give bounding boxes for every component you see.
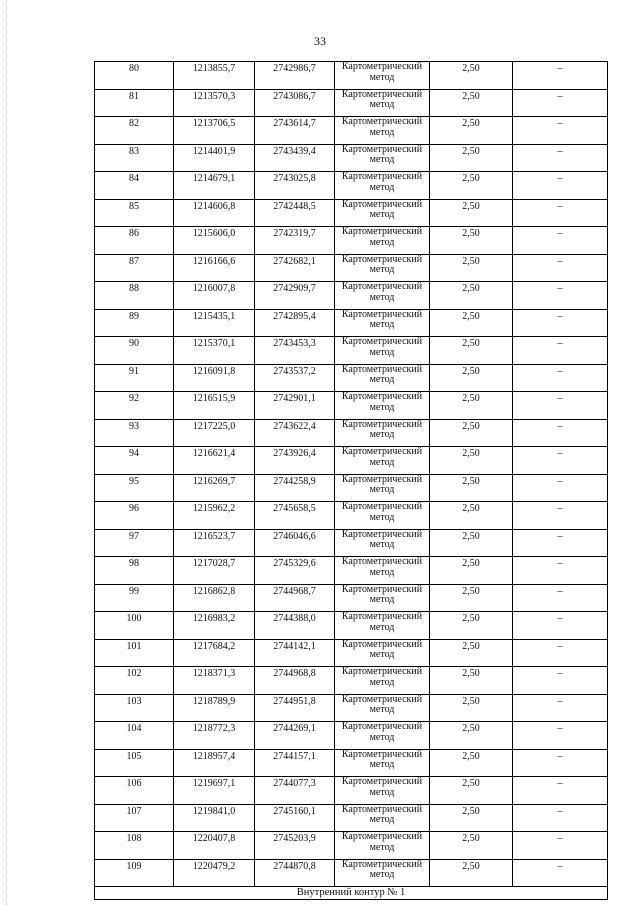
x-coordinate-cell: 1215962,2 <box>174 502 255 530</box>
note-cell: – <box>513 612 608 640</box>
y-coordinate-cell: 2744870,8 <box>255 859 335 887</box>
y-coordinate-cell: 2743025,8 <box>255 172 335 200</box>
accuracy-cell: 2,50 <box>430 777 513 805</box>
method-line-1: Картометрический <box>341 446 423 457</box>
method-line-1: Картометрический <box>341 501 423 512</box>
x-coordinate-cell: 1213570,3 <box>174 89 255 117</box>
method-line-1: Картометрический <box>341 418 423 430</box>
x-coordinate-cell: 1216523,7 <box>174 529 255 557</box>
table-row <box>95 282 608 310</box>
point-number-cell: 107 <box>95 804 174 832</box>
method-line-2: метод <box>369 181 395 193</box>
point-number-cell: 94 <box>95 447 174 475</box>
accuracy-cell: 2,50 <box>430 392 513 420</box>
table-row <box>95 117 608 145</box>
method-line-2: метод <box>369 759 395 770</box>
method-line-2: метод <box>369 374 395 385</box>
y-coordinate-cell: 2743453,3 <box>255 337 335 365</box>
table-row <box>95 144 608 172</box>
method-cell <box>335 804 430 832</box>
method-line-1: Картометрический <box>341 116 423 127</box>
method-line-2: метод <box>369 539 395 550</box>
accuracy-cell: 2,50 <box>430 722 513 750</box>
table-row <box>95 722 608 750</box>
method-cell <box>335 639 430 667</box>
accuracy-cell: 2,50 <box>430 89 513 117</box>
x-coordinate-cell: 1216515,9 <box>174 392 255 420</box>
method-cell <box>335 282 430 310</box>
note-cell: – <box>513 62 608 90</box>
method-cell <box>335 364 430 392</box>
point-number-cell: 104 <box>95 722 174 750</box>
point-number-cell: 101 <box>95 639 174 667</box>
method-line-2: метод <box>369 621 395 633</box>
y-coordinate-cell: 2743614,7 <box>255 117 335 145</box>
y-coordinate-cell: 2744077,3 <box>255 777 335 805</box>
accuracy-cell: 2,50 <box>430 199 513 227</box>
coordinates-table <box>94 61 608 900</box>
method-line-1: Картометрический <box>341 391 423 402</box>
y-coordinate-cell: 2745203,9 <box>255 832 335 860</box>
method-line-2: метод <box>369 154 395 165</box>
method-cell <box>335 447 430 475</box>
method-cell <box>335 722 430 750</box>
method-line-1: Картометрический <box>341 198 423 210</box>
accuracy-cell: 2,50 <box>430 447 513 475</box>
note-cell: – <box>513 777 608 805</box>
method-cell <box>335 227 430 255</box>
accuracy-cell: 2,50 <box>430 474 513 502</box>
y-coordinate-cell: 2744269,1 <box>255 722 335 750</box>
accuracy-cell: 2,50 <box>430 254 513 282</box>
y-coordinate-cell: 2743537,2 <box>255 364 335 392</box>
method-line-1: Картометрический <box>341 556 423 567</box>
table-row <box>95 62 608 90</box>
method-cell <box>335 62 430 90</box>
method-line-2: метод <box>369 291 395 303</box>
method-cell <box>335 309 430 337</box>
contour-row <box>95 887 608 900</box>
x-coordinate-cell: 1215370,1 <box>174 337 255 365</box>
point-number-cell: 85 <box>95 199 174 227</box>
point-number-cell: 83 <box>95 144 174 172</box>
accuracy-cell: 2,50 <box>430 832 513 860</box>
table-row <box>95 364 608 392</box>
table-row <box>95 694 608 722</box>
note-cell: – <box>513 584 608 612</box>
method-line-2: метод <box>369 99 395 110</box>
table-row <box>95 419 608 447</box>
accuracy-cell: 2,50 <box>430 667 513 695</box>
point-number-cell: 89 <box>95 309 174 337</box>
point-number-cell: 97 <box>95 529 174 557</box>
method-cell <box>335 612 430 640</box>
method-line-1: Картометрический <box>341 638 423 650</box>
x-coordinate-cell: 1213706,5 <box>174 117 255 145</box>
y-coordinate-cell: 2744951,8 <box>255 694 335 722</box>
y-coordinate-cell: 2745160,1 <box>255 804 335 832</box>
note-cell: – <box>513 529 608 557</box>
y-coordinate-cell: 2745329,6 <box>255 557 335 585</box>
method-line-2: метод <box>369 456 395 468</box>
y-coordinate-cell: 2744157,1 <box>255 749 335 777</box>
method-line-2: метод <box>369 649 395 660</box>
note-cell: – <box>513 832 608 860</box>
method-line-2: метод <box>369 704 395 715</box>
x-coordinate-cell: 1214606,8 <box>174 199 255 227</box>
note-cell: – <box>513 557 608 585</box>
y-coordinate-cell: 2742895,4 <box>255 309 335 337</box>
method-line-1: Картометрический <box>341 336 423 347</box>
note-cell: – <box>513 254 608 282</box>
y-coordinate-cell: 2743926,4 <box>255 447 335 475</box>
note-cell: – <box>513 447 608 475</box>
method-cell <box>335 474 430 502</box>
contour-label: Внутренний контур № 1 <box>95 887 608 900</box>
accuracy-cell: 2,50 <box>430 584 513 612</box>
method-line-2: метод <box>369 346 395 358</box>
point-number-cell: 108 <box>95 832 174 860</box>
table-body <box>95 62 608 900</box>
x-coordinate-cell: 1216091,8 <box>174 364 255 392</box>
accuracy-cell: 2,50 <box>430 694 513 722</box>
method-line-1: Картометрический <box>341 253 423 265</box>
method-cell <box>335 254 430 282</box>
note-cell: – <box>513 144 608 172</box>
method-line-1: Картометрический <box>341 308 423 320</box>
method-cell <box>335 199 430 227</box>
x-coordinate-cell: 1218957,4 <box>174 749 255 777</box>
table-row <box>95 859 608 887</box>
note-cell: – <box>513 804 608 832</box>
method-cell <box>335 667 430 695</box>
method-line-2: метод <box>369 126 395 138</box>
method-line-2: метод <box>369 786 395 798</box>
note-cell: – <box>513 722 608 750</box>
x-coordinate-cell: 1213855,7 <box>174 62 255 90</box>
x-coordinate-cell: 1215606,0 <box>174 227 255 255</box>
x-coordinate-cell: 1219697,1 <box>174 777 255 805</box>
table-row <box>95 172 608 200</box>
table-row <box>95 254 608 282</box>
accuracy-cell: 2,50 <box>430 62 513 90</box>
note-cell: – <box>513 419 608 447</box>
table-row <box>95 199 608 227</box>
method-line-2: метод <box>369 71 395 83</box>
x-coordinate-cell: 1214679,1 <box>174 172 255 200</box>
method-cell <box>335 502 430 530</box>
x-coordinate-cell: 1220479,2 <box>174 859 255 887</box>
y-coordinate-cell: 2744142,1 <box>255 639 335 667</box>
accuracy-cell: 2,50 <box>430 859 513 887</box>
x-coordinate-cell: 1215435,1 <box>174 309 255 337</box>
accuracy-cell: 2,50 <box>430 612 513 640</box>
y-coordinate-cell: 2742909,7 <box>255 282 335 310</box>
x-coordinate-cell: 1217225,0 <box>174 419 255 447</box>
method-line-2: метод <box>369 264 395 275</box>
y-coordinate-cell: 2743086,7 <box>255 89 335 117</box>
table-row <box>95 557 608 585</box>
point-number-cell: 99 <box>95 584 174 612</box>
accuracy-cell: 2,50 <box>430 144 513 172</box>
method-line-2: метод <box>369 401 395 413</box>
point-number-cell: 80 <box>95 62 174 90</box>
point-number-cell: 95 <box>95 474 174 502</box>
y-coordinate-cell: 2745658,5 <box>255 502 335 530</box>
accuracy-cell: 2,50 <box>430 557 513 585</box>
point-number-cell: 109 <box>95 859 174 887</box>
note-cell: – <box>513 337 608 365</box>
method-line-2: метод <box>369 511 395 523</box>
accuracy-cell: 2,50 <box>430 749 513 777</box>
accuracy-cell: 2,50 <box>430 364 513 392</box>
table-row <box>95 777 608 805</box>
x-coordinate-cell: 1220407,8 <box>174 832 255 860</box>
y-coordinate-cell: 2743439,4 <box>255 144 335 172</box>
method-line-1: Картометрический <box>341 61 423 72</box>
accuracy-cell: 2,50 <box>430 337 513 365</box>
method-cell <box>335 144 430 172</box>
method-line-1: Картометрический <box>341 611 423 622</box>
method-cell <box>335 392 430 420</box>
point-number-cell: 105 <box>95 749 174 777</box>
y-coordinate-cell: 2744968,8 <box>255 667 335 695</box>
point-number-cell: 82 <box>95 117 174 145</box>
method-line-1: Картометрический <box>341 281 423 292</box>
point-number-cell: 84 <box>95 172 174 200</box>
y-coordinate-cell: 2742901,1 <box>255 392 335 420</box>
note-cell: – <box>513 639 608 667</box>
y-coordinate-cell: 2744258,9 <box>255 474 335 502</box>
y-coordinate-cell: 2742986,7 <box>255 62 335 90</box>
table-row <box>95 612 608 640</box>
point-number-cell: 102 <box>95 667 174 695</box>
point-number-cell: 100 <box>95 612 174 640</box>
method-line-2: метод <box>369 594 395 605</box>
note-cell: – <box>513 694 608 722</box>
point-number-cell: 106 <box>95 777 174 805</box>
x-coordinate-cell: 1216621,4 <box>174 447 255 475</box>
note-cell: – <box>513 474 608 502</box>
table-row <box>95 749 608 777</box>
method-line-1: Картометрический <box>341 143 423 155</box>
method-line-1: Картометрический <box>341 363 423 375</box>
y-coordinate-cell: 2746046,6 <box>255 529 335 557</box>
method-cell <box>335 172 430 200</box>
note-cell: – <box>513 282 608 310</box>
table-row <box>95 667 608 695</box>
method-line-2: метод <box>369 869 395 880</box>
method-line-1: Картометрический <box>341 693 423 705</box>
x-coordinate-cell: 1218772,3 <box>174 722 255 750</box>
method-cell <box>335 117 430 145</box>
method-line-1: Картометрический <box>341 583 423 595</box>
method-line-1: Картометрический <box>341 88 423 100</box>
note-cell: – <box>513 309 608 337</box>
method-line-1: Картометрический <box>341 831 423 842</box>
x-coordinate-cell: 1214401,9 <box>174 144 255 172</box>
method-cell <box>335 832 430 860</box>
method-cell <box>335 694 430 722</box>
x-coordinate-cell: 1219841,0 <box>174 804 255 832</box>
x-coordinate-cell: 1218789,9 <box>174 694 255 722</box>
note-cell: – <box>513 199 608 227</box>
method-line-2: метод <box>369 814 395 825</box>
method-cell <box>335 529 430 557</box>
point-number-cell: 90 <box>95 337 174 365</box>
table-row <box>95 309 608 337</box>
method-line-2: метод <box>369 676 395 688</box>
method-line-2: метод <box>369 429 395 440</box>
accuracy-cell: 2,50 <box>430 529 513 557</box>
method-line-2: метод <box>369 841 395 853</box>
method-cell <box>335 777 430 805</box>
x-coordinate-cell: 1218371,3 <box>174 667 255 695</box>
x-coordinate-cell: 1216983,2 <box>174 612 255 640</box>
table-row <box>95 337 608 365</box>
table-row <box>95 639 608 667</box>
accuracy-cell: 2,50 <box>430 502 513 530</box>
note-cell: – <box>513 172 608 200</box>
point-number-cell: 103 <box>95 694 174 722</box>
method-line-2: метод <box>369 209 395 220</box>
table-row <box>95 447 608 475</box>
accuracy-cell: 2,50 <box>430 227 513 255</box>
accuracy-cell: 2,50 <box>430 117 513 145</box>
method-cell <box>335 749 430 777</box>
table-row <box>95 227 608 255</box>
method-line-2: метод <box>369 319 395 330</box>
method-line-2: метод <box>369 566 395 578</box>
method-line-1: Картометрический <box>341 721 423 732</box>
note-cell: – <box>513 227 608 255</box>
x-coordinate-cell: 1216862,8 <box>174 584 255 612</box>
method-cell <box>335 89 430 117</box>
note-cell: – <box>513 667 608 695</box>
note-cell: – <box>513 364 608 392</box>
accuracy-cell: 2,50 <box>430 804 513 832</box>
table-row <box>95 529 608 557</box>
method-cell <box>335 859 430 887</box>
method-cell <box>335 337 430 365</box>
method-line-2: метод <box>369 484 395 495</box>
point-number-cell: 92 <box>95 392 174 420</box>
accuracy-cell: 2,50 <box>430 309 513 337</box>
table-row <box>95 502 608 530</box>
note-cell: – <box>513 502 608 530</box>
method-cell <box>335 557 430 585</box>
method-line-1: Картометрический <box>341 473 423 485</box>
note-cell: – <box>513 859 608 887</box>
accuracy-cell: 2,50 <box>430 282 513 310</box>
table-row <box>95 832 608 860</box>
note-cell: – <box>513 117 608 145</box>
table-row <box>95 392 608 420</box>
table-row <box>95 474 608 502</box>
table-row <box>95 804 608 832</box>
x-coordinate-cell: 1216007,8 <box>174 282 255 310</box>
method-line-2: метод <box>369 731 395 743</box>
y-coordinate-cell: 2744388,0 <box>255 612 335 640</box>
table-row <box>95 584 608 612</box>
x-coordinate-cell: 1217684,2 <box>174 639 255 667</box>
note-cell: – <box>513 749 608 777</box>
method-line-1: Картометрический <box>341 776 423 787</box>
table-row <box>95 89 608 117</box>
point-number-cell: 91 <box>95 364 174 392</box>
point-number-cell: 81 <box>95 89 174 117</box>
point-number-cell: 87 <box>95 254 174 282</box>
method-line-1: Картометрический <box>341 748 423 760</box>
x-coordinate-cell: 1216269,7 <box>174 474 255 502</box>
y-coordinate-cell: 2742448,5 <box>255 199 335 227</box>
method-line-2: метод <box>369 236 395 248</box>
page-edge <box>6 0 7 905</box>
point-number-cell: 93 <box>95 419 174 447</box>
y-coordinate-cell: 2742682,1 <box>255 254 335 282</box>
note-cell: – <box>513 392 608 420</box>
point-number-cell: 98 <box>95 557 174 585</box>
method-cell <box>335 584 430 612</box>
y-coordinate-cell: 2743622,4 <box>255 419 335 447</box>
method-line-1: Картометрический <box>341 528 423 540</box>
point-number-cell: 96 <box>95 502 174 530</box>
method-line-1: Картометрический <box>341 803 423 815</box>
y-coordinate-cell: 2742319,7 <box>255 227 335 255</box>
note-cell: – <box>513 89 608 117</box>
method-cell <box>335 419 430 447</box>
x-coordinate-cell: 1216166,6 <box>174 254 255 282</box>
method-line-1: Картометрический <box>341 226 423 237</box>
page-number: 33 <box>314 34 326 48</box>
y-coordinate-cell: 2744968,7 <box>255 584 335 612</box>
accuracy-cell: 2,50 <box>430 172 513 200</box>
accuracy-cell: 2,50 <box>430 419 513 447</box>
x-coordinate-cell: 1217028,7 <box>174 557 255 585</box>
method-line-1: Картометрический <box>341 666 423 677</box>
method-line-1: Картометрический <box>341 171 423 182</box>
method-line-1: Картометрический <box>341 858 423 870</box>
point-number-cell: 86 <box>95 227 174 255</box>
point-number-cell: 88 <box>95 282 174 310</box>
accuracy-cell: 2,50 <box>430 639 513 667</box>
